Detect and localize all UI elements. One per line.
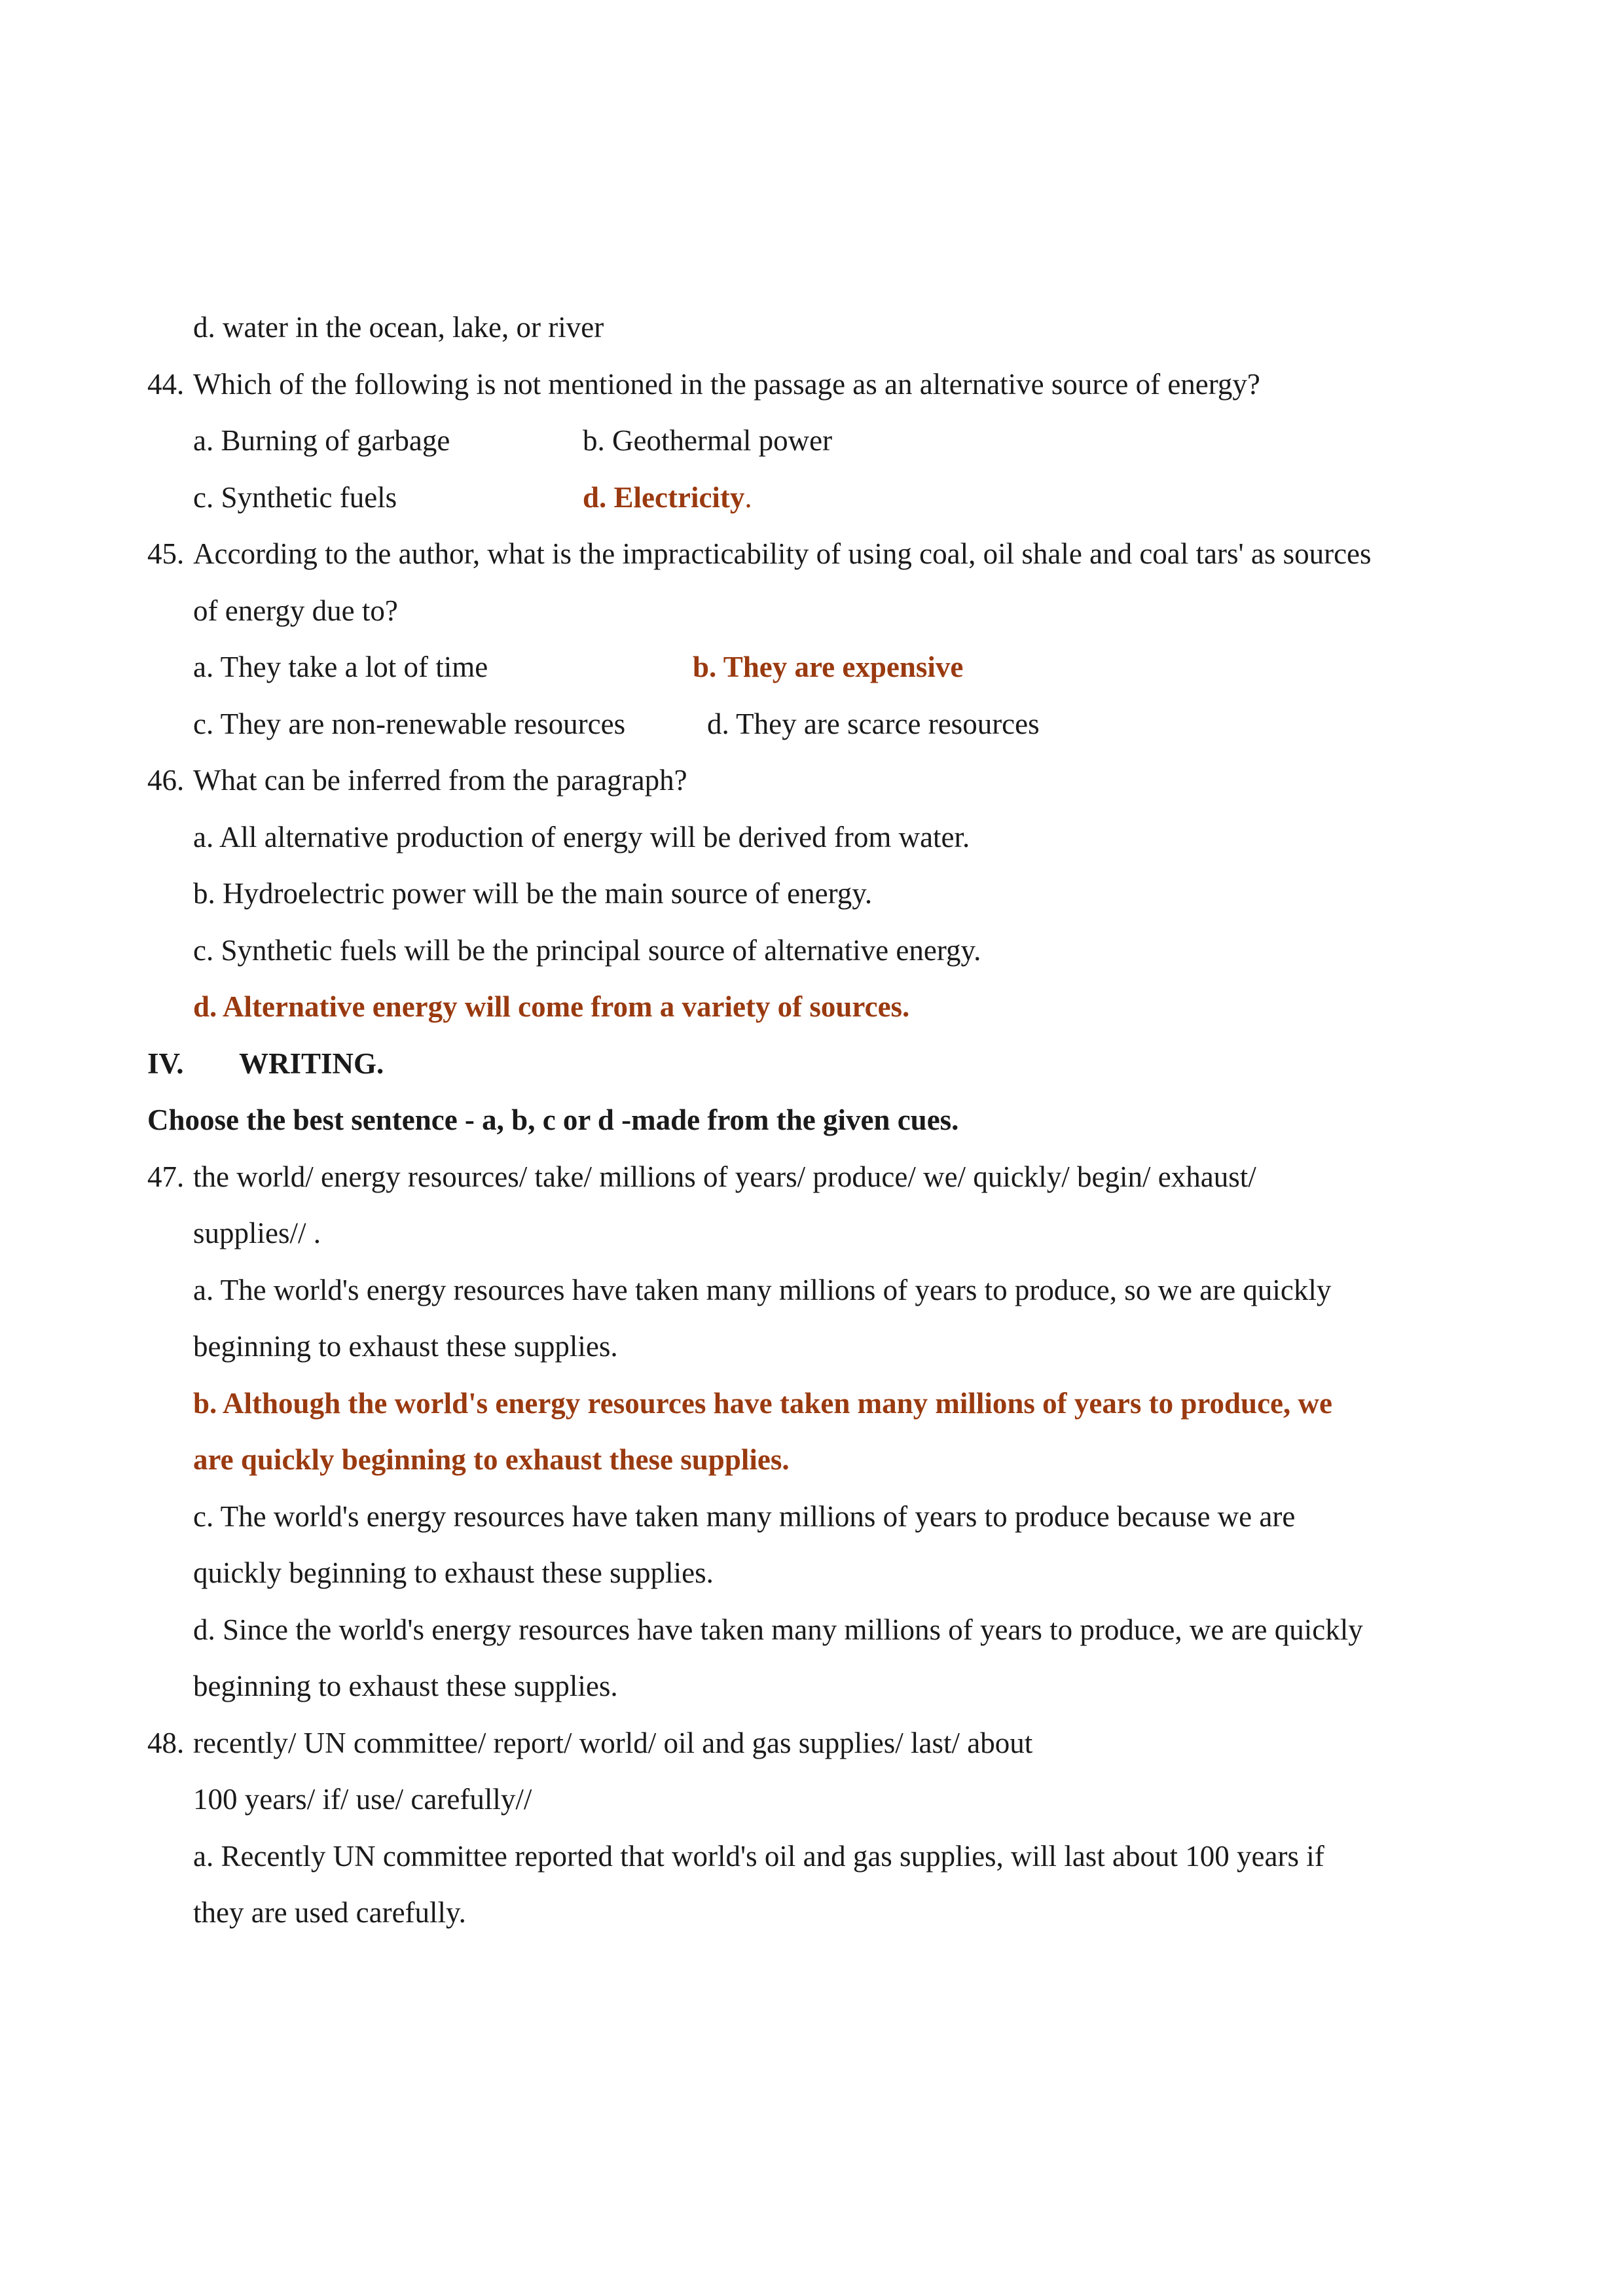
- q44-option-b: b. Geothermal power: [583, 424, 833, 457]
- q48-cue-cont: 100 years/ if/ use/ carefully//: [193, 1783, 532, 1816]
- q47-option-b-answer: b. Although the world's energy resources have taken many millions of years to produce, we: [193, 1387, 1332, 1420]
- question-number: 44.: [147, 368, 185, 401]
- q45-option-a: a. They take a lot of time: [193, 651, 488, 683]
- q45-option-d: d. They are scarce resources: [707, 708, 1040, 740]
- q47-option-d-cont: beginning to exhaust these supplies.: [193, 1670, 618, 1702]
- q46-option-c: c. Synthetic fuels will be the principal source of alternative energy.: [193, 934, 981, 967]
- q47-option-b-answer-cont: are quickly beginning to exhaust these supplies.: [193, 1443, 790, 1476]
- question-number: 48.: [147, 1727, 185, 1759]
- q47-option-d: d. Since the world's energy resources have taken many millions of years to produce, we are quickly: [193, 1613, 1363, 1646]
- q47-cue-cont: supplies// .: [193, 1217, 321, 1249]
- question-number: 47.: [147, 1160, 185, 1193]
- q47-option-a: a. The world's energy resources have taken many millions of years to produce, so we are quickly: [193, 1274, 1332, 1306]
- q47-option-c-cont: quickly beginning to exhaust these supplies.: [193, 1556, 714, 1589]
- q45-option-c: c. They are non-renewable resources: [193, 708, 626, 740]
- q48-option-a: a. Recently UN committee reported that world's oil and gas supplies, will last about 100 years if: [193, 1840, 1324, 1873]
- q44-option-d-answer: d. Electricity.: [583, 481, 752, 514]
- q47-cue: 47. the world/ energy resources/ take/ millions of years/ produce/ we/ quickly/ begin/ exhaust/: [147, 1157, 1256, 1196]
- q46-option-a: a. All alternative production of energy will be derived from water.: [193, 821, 970, 853]
- q45-question-cont: of energy due to?: [193, 594, 398, 627]
- q44-option-c: c. Synthetic fuels: [193, 481, 397, 514]
- section-heading: IV. WRITING.: [147, 1047, 384, 1080]
- q44-option-a: a. Burning of garbage: [193, 424, 450, 457]
- question-number: 45.: [147, 537, 185, 570]
- q46-option-d-answer: d. Alternative energy will come from a variety of sources.: [193, 990, 910, 1023]
- q48-cue: 48. recently/ UN committee/ report/ world/ oil and gas supplies/ last/ about: [147, 1723, 1032, 1763]
- q45-option-b-answer: b. They are expensive: [693, 651, 964, 683]
- q43-option-d: d. water in the ocean, lake, or river: [193, 311, 604, 344]
- q46-option-b: b. Hydroelectric power will be the main source of energy.: [193, 877, 873, 910]
- q45-question: 45. According to the author, what is the impracticability of using coal, oil shale and coal tars' as sources: [147, 534, 1372, 573]
- q48-option-a-cont: they are used carefully.: [193, 1896, 466, 1929]
- q47-option-c: c. The world's energy resources have taken many millions of years to produce because we are: [193, 1500, 1296, 1533]
- q46-question: 46. What can be inferred from the paragraph?: [147, 761, 687, 800]
- section-instruction: Choose the best sentence - a, b, c or d -made from the given cues.: [147, 1103, 959, 1136]
- q47-option-a-cont: beginning to exhaust these supplies.: [193, 1330, 618, 1363]
- q44-question: 44. Which of the following is not mentioned in the passage as an alternative source of energy?: [147, 365, 1260, 404]
- question-number: 46.: [147, 764, 185, 797]
